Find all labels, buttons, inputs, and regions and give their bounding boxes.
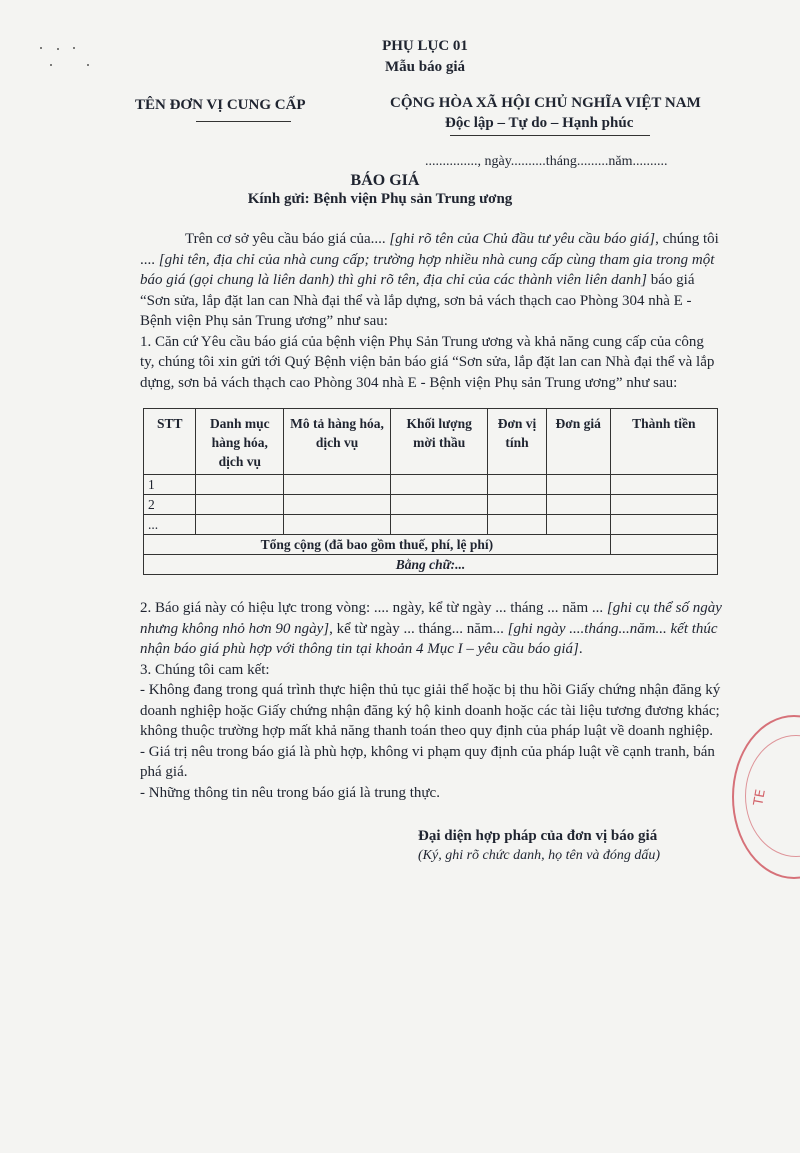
item-2-placeholder-end-date: [ghi ngày ....tháng...năm... kết thúc nhận báo giá phù hợp với thông tin tại khoản 4 Mục I – yêu cầu báo giá]	[140, 620, 718, 657]
row-stt: 1	[144, 475, 196, 495]
col-header-quantity: Khối lượng mời thầu	[391, 409, 488, 475]
item-2-text: , kể từ ngày ... tháng... năm...	[329, 620, 508, 637]
stamp-fragment-text: TE	[751, 788, 769, 807]
supplier-label: TÊN ĐƠN VỊ CUNG CẤP	[135, 97, 306, 113]
amount-in-words-label: Bằng chữ:...	[144, 555, 718, 575]
item-2-placeholder-days: [ghi cụ thể số ngày nhưng không nhỏ hơn 90 ngày]	[140, 600, 722, 637]
commit-heading: 3. Chúng tôi cam kết:	[140, 661, 270, 678]
form-name: Mẫu báo giá	[384, 59, 465, 75]
appendix-title: PHỤ LỤC 01	[382, 38, 468, 54]
intro-text: báo giá “Sơn sửa, lắp đặt lan can Nhà đại thể và lắp dựng, sơn bả vách thạch cao Phòng 304 nhà E - Bệnh viện Phụ sản Trung ương” như sau:	[140, 272, 695, 329]
item-1-paragraph: 1. Căn cứ Yêu cầu báo giá của bệnh viện Phụ Sản Trung ương và khả năng cung cấp của công ty, chúng tôi xin gửi tới Quý Bệnh viện bản báo giá “Sơn sửa, lắp đặt lan can Nhà đại thể và lắp dựng, sơn bả vách thạch cao Phòng 304 nhà E - Bệnh viện Phụ sản Trung ương” như sau:	[140, 333, 715, 391]
quotation-table	[143, 408, 718, 575]
item-2-text: 2. Báo giá này có hiệu lực trong vòng: .... ngày, kể từ ngày ... tháng ... năm ...	[140, 600, 607, 616]
table-row	[144, 515, 718, 535]
col-header-description: Mô tả hàng hóa, dịch vụ	[284, 409, 391, 475]
document-title: BÁO GIÁ	[350, 172, 420, 189]
total-label: Tổng cộng (đã bao gồm thuế, phí, lệ phí)	[144, 535, 611, 555]
recipient-line: Kính gửi: Bệnh viện Phụ sản Trung ương	[247, 191, 513, 207]
col-header-price: Đơn giá	[546, 409, 610, 475]
date-line: ..............., ngày..........tháng.........năm..........	[425, 154, 668, 169]
table-row	[144, 495, 718, 515]
commit-bullet-1: - Không đang trong quá trình thực hiện thủ tục giải thể hoặc bị thu hồi Giấy chứng nhận đăng ký doanh nghiệp hoặc Giấy chứng nhận đăng ký hộ kinh doanh hoặc các tài liệu tương đương khác; không thuộc trường hợp mất khả năng thanh toán theo quy định của pháp luật về doanh nghiệp.	[140, 682, 721, 739]
total-row	[144, 535, 718, 555]
intro-text: Trên cơ sở yêu cầu báo giá của....	[185, 231, 390, 247]
signature-note: (Ký, ghi rõ chức danh, họ tên và đóng dấu)	[418, 848, 661, 863]
body-paragraphs	[140, 598, 722, 803]
col-header-unit: Đơn vị tính	[488, 409, 546, 475]
supplier-underline	[196, 121, 291, 122]
col-header-category: Danh mục hàng hóa, dịch vụ	[196, 409, 284, 475]
nation-heading: CỘNG HÒA XÃ HỘI CHỦ NGHĨA VIỆT NAM	[390, 95, 701, 111]
commit-bullet-2: - Giá trị nêu trong báo giá là phù hợp, không vi phạm quy định của pháp luật về cạnh tranh, bán phá giá.	[140, 743, 715, 780]
motto: Độc lập – Tự do – Hạnh phúc	[445, 115, 634, 131]
intro-text: , chúng tôi ....	[140, 231, 719, 268]
col-header-stt: STT	[144, 409, 196, 475]
signature-role: Đại diện hợp pháp của đơn vị báo giá	[418, 828, 658, 844]
table-row	[144, 475, 718, 495]
intro-placeholder-investor: [ghi rõ tên của Chủ đầu tư yêu cầu báo giá]	[389, 231, 656, 247]
row-stt: 2	[144, 495, 196, 515]
motto-underline	[450, 135, 650, 136]
intro-placeholder-supplier: [ghi tên, địa chỉ của nhà cung cấp; trường hợp nhiều nhà cung cấp cùng tham gia trong một báo giá (gọi chung là liên danh) thì ghi rõ tên, địa chỉ của các thành viên liên danh]	[140, 251, 715, 288]
row-stt: ...	[144, 515, 196, 535]
intro-paragraph	[140, 229, 722, 393]
commit-bullet-3: - Những thông tin nêu trong báo giá là trung thực.	[140, 784, 440, 801]
col-header-amount: Thành tiền	[610, 409, 717, 475]
item-2-text: .	[578, 641, 583, 657]
amount-in-words-row	[144, 555, 718, 575]
item-2-paragraph	[140, 598, 722, 660]
